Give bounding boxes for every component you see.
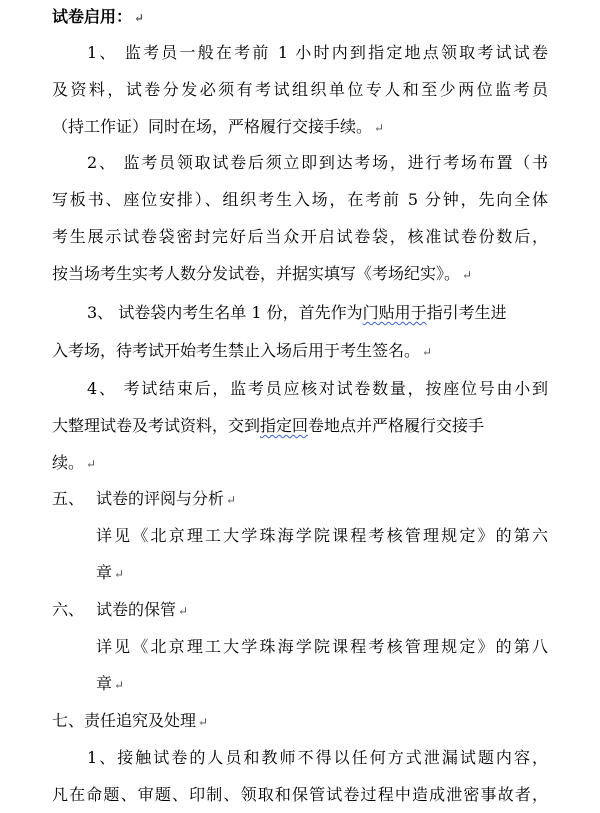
- item1-line3-text: （持工作证）同时在场，严格履行交接手续。: [52, 117, 373, 136]
- item4-line1: 4、 考试结束后，监考员应核对试卷数量，按座位号由小到: [87, 379, 548, 398]
- section5-number: 五、: [52, 489, 85, 508]
- item2-line2: 写板书、座位安排）、组织考生入场，在考前 5 分钟，先向全体: [52, 190, 548, 209]
- item4-line3-text: 续。: [52, 453, 85, 472]
- paragraph-mark: ↵: [114, 678, 125, 692]
- item4-line3: [52, 452, 96, 475]
- section7-heading: [52, 710, 208, 733]
- item3-line1-c: 指引考生进: [426, 303, 507, 322]
- paragraph-mark: ↵: [462, 268, 473, 282]
- paragraph-mark: ↵: [178, 604, 189, 618]
- item3-line2-text: 入考场，待考试开始考生禁止入场后用于考生签名。: [52, 341, 421, 360]
- item3-line1-a: 3、 试卷袋内考生名单 1 份，首先作为: [87, 303, 363, 322]
- section5-line2-text: 章: [96, 563, 113, 582]
- section5-title: 试卷的评阅与分析: [96, 489, 225, 508]
- section6-title-wrap: [96, 599, 188, 622]
- item7-1-line1: 1、接触试卷的人员和教师不得以任何方式泄漏试题内容，: [87, 748, 548, 767]
- heading-line: [52, 6, 144, 29]
- section6-line1: 详见《北京理工大学珠海学院课程考核管理规定》的第八: [96, 637, 548, 656]
- section6-number: 六、: [52, 600, 85, 619]
- heading: 试卷启用：: [52, 7, 133, 26]
- item3-line1-underlined: 门贴用于: [362, 303, 427, 322]
- section5-line1: 详见《北京理工大学珠海学院课程考核管理规定》的第六: [96, 526, 548, 545]
- item2-line4: [52, 263, 472, 286]
- paragraph-mark: ↵: [114, 567, 125, 581]
- item4-line2-underlined: 指定回: [260, 416, 309, 435]
- paragraph-mark: ↵: [226, 493, 237, 507]
- section5-heading: [52, 488, 237, 510]
- section7-title: 七、责任追究及处理: [52, 711, 197, 730]
- section6-title: 试卷的保管: [96, 600, 177, 619]
- paragraph-mark: ↵: [374, 121, 385, 135]
- item7-1-line2: 凡在命题、审题、印制、领取和保管试卷过程中造成泄密事故者，: [52, 785, 548, 804]
- item4-line2: [52, 415, 484, 437]
- section5-line2: [96, 562, 124, 585]
- paragraph-mark: ↵: [198, 715, 209, 729]
- item2-line4-text: 按当场考生实考人数分发试卷，并据实填写《考场纪实》。: [52, 264, 461, 283]
- item1-line3: [52, 116, 384, 139]
- item4-line2-c: 卷地点并严格履行交接手: [308, 416, 485, 435]
- item1-line2: 及资料，试卷分发必须有考试组织单位专人和至少两位监考员: [52, 80, 548, 99]
- item2-line3: 考生展示试卷袋密封完好后当众开启试卷袋，核准试卷份数后，: [52, 227, 548, 246]
- section6-line2: [96, 673, 124, 696]
- paragraph-mark: ↵: [134, 11, 145, 25]
- section6-heading: [52, 599, 189, 621]
- item3-line2: [52, 340, 432, 363]
- section5-title-wrap: [96, 488, 236, 511]
- item2-line1: 2、 监考员领取试卷后须立即到达考场，进行考场布置（书: [87, 153, 548, 172]
- item1-line1: 1、 监考员一般在考前 1 小时内到指定地点领取考试试卷: [87, 43, 548, 62]
- paragraph-mark: ↵: [86, 457, 97, 471]
- section6-line2-text: 章: [96, 674, 113, 693]
- paragraph-mark: ↵: [422, 345, 433, 359]
- item4-line2-a: 大整理试卷及考试资料，交到: [52, 416, 261, 435]
- item3-line1: [87, 302, 507, 324]
